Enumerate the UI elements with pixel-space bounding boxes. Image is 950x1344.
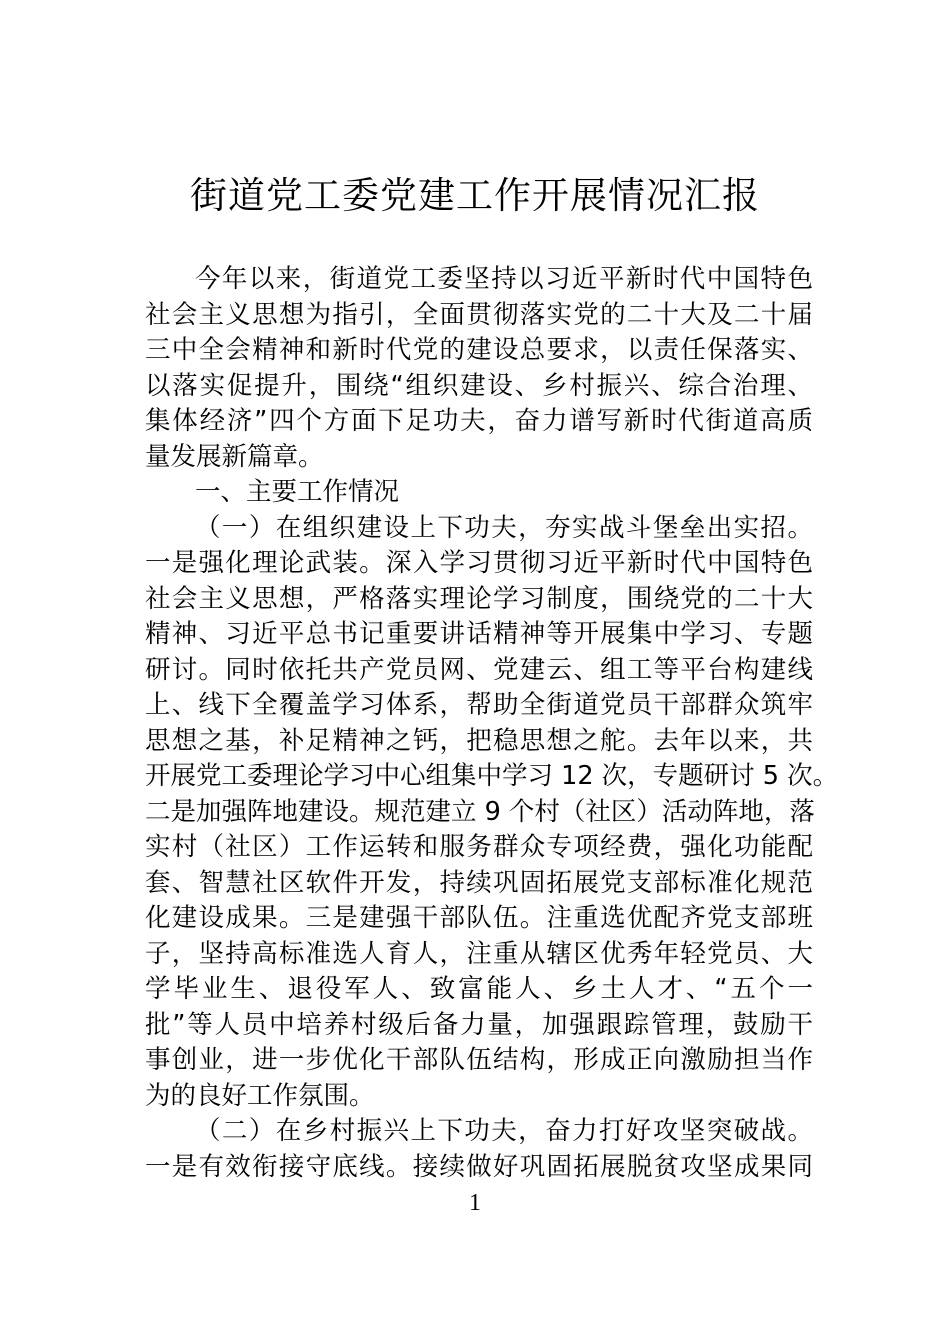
- body-line: 批”等人员中培养村级后备力量，加强跟踪管理，鼓励干: [145, 1009, 813, 1040]
- body-line: 学毕业生、退役军人、致富能人、乡土人才、“五个一: [145, 974, 813, 1004]
- page-number: 1: [469, 1190, 481, 1216]
- body-line: 一是有效衔接守底线。接续做好巩固拓展脱贫攻坚成果同: [145, 1151, 813, 1182]
- subsection-heading: （一）在组织建设上下功夫，夯实战斗堡垒出实招。: [195, 512, 813, 543]
- body-line: 开展党工委理论学习中心组集中学习 12 次，专题研讨 5 次。: [145, 761, 839, 791]
- body-line: 上、线下全覆盖学习体系，帮助全街道党员干部群众筑牢: [145, 690, 813, 720]
- subsection-heading: （二）在乡村振兴上下功夫，奋力打好攻坚突破战。: [195, 1116, 813, 1146]
- section-heading: 一、主要工作情况: [195, 477, 400, 507]
- body-line: 为的良好工作氛围。: [145, 1080, 375, 1111]
- body-line: 子，坚持高标准选人育人，注重从辖区优秀年轻党员、大: [145, 938, 813, 969]
- body-line: 精神、习近平总书记重要讲话精神等开展集中学习、专题: [145, 619, 813, 649]
- document-title: 街道党工委党建工作开展情况汇报: [190, 174, 760, 217]
- body-line: 实村（社区）工作运转和服务群众专项经费，强化功能配: [145, 832, 813, 862]
- body-line: 集体经济”四个方面下足功夫，奋力谱写新时代街道高质: [145, 406, 813, 436]
- body-line: 三中全会精神和新时代党的建设总要求，以责任保落实、: [145, 335, 813, 365]
- document-body: [145, 262, 839, 1185]
- body-line: 社会主义思想为指引，全面贯彻落实党的二十大及二十届: [145, 299, 813, 330]
- body-line: 量发展新篇章。: [145, 441, 324, 472]
- body-line: 研讨。同时依托共产党员网、党建云、组工等平台构建线: [145, 654, 813, 685]
- body-line: 以落实促提升，围绕“组织建设、乡村振兴、综合治理、: [145, 370, 813, 401]
- body-line: 事创业，进一步优化干部队伍结构，形成正向激励担当作: [145, 1045, 813, 1075]
- body-line: 二是加强阵地建设。规范建立 9 个村（社区）活动阵地，落: [145, 796, 815, 827]
- body-line: 套、智慧社区软件开发，持续巩固拓展党支部标准化规范: [145, 867, 813, 898]
- body-line: 社会主义思想，严格落实理论学习制度，围绕党的二十大: [145, 583, 813, 614]
- body-line: 化建设成果。三是建强干部队伍。注重选优配齐党支部班: [145, 903, 813, 933]
- body-line: 今年以来，街道党工委坚持以习近平新时代中国特色: [195, 264, 813, 294]
- body-line: 思想之基，补足精神之钙，把稳思想之舵。去年以来，共: [145, 725, 813, 756]
- body-line: 一是强化理论武装。深入学习贯彻习近平新时代中国特色: [145, 548, 813, 578]
